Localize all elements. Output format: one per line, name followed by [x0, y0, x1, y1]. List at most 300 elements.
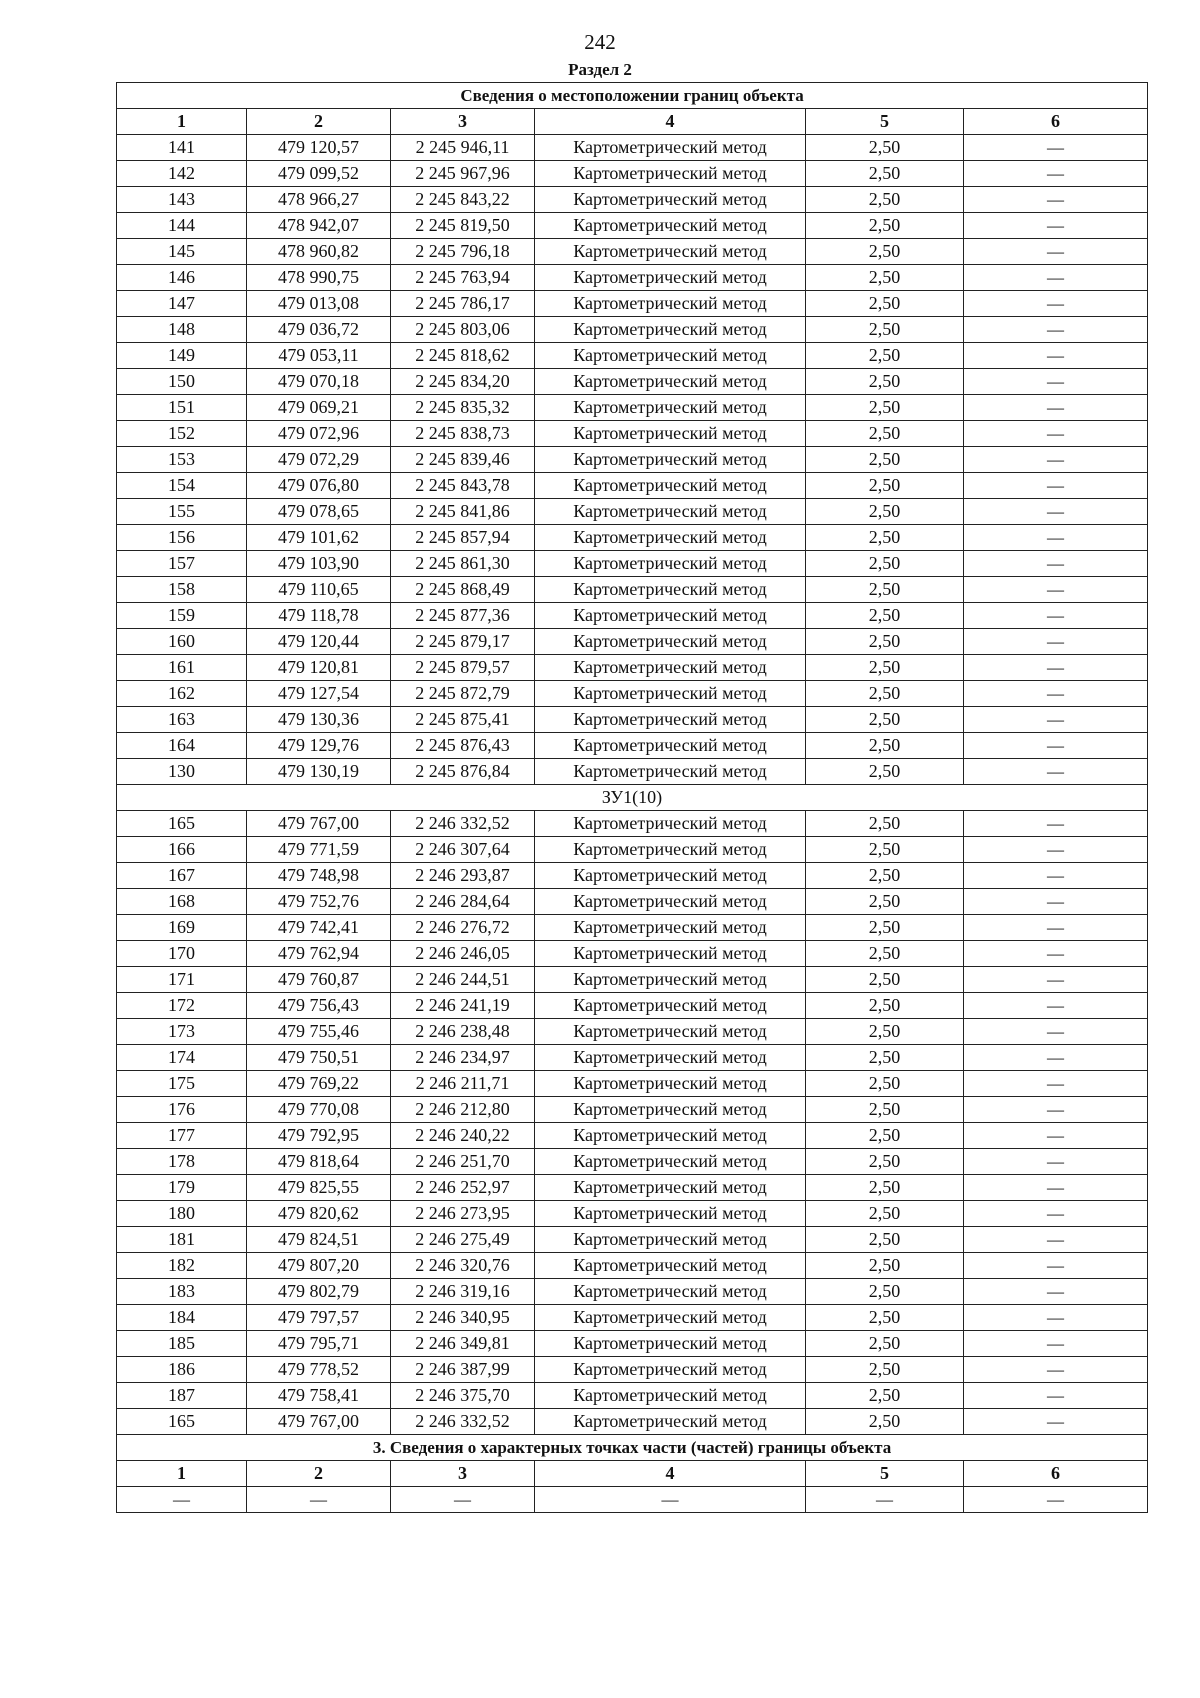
accuracy-cell: — — [806, 1487, 964, 1513]
accuracy-cell: 2,50 — [806, 681, 964, 707]
column-number: 2 — [247, 109, 391, 135]
point-number-cell: 147 — [117, 291, 247, 317]
table-row — [117, 135, 1148, 161]
accuracy-cell: 2,50 — [806, 265, 964, 291]
table-row — [117, 577, 1148, 603]
table-row — [117, 447, 1148, 473]
accuracy-cell: 2,50 — [806, 707, 964, 733]
description-cell: — — [964, 655, 1148, 681]
method-cell: Картометрический метод — [535, 941, 806, 967]
table-row — [117, 1045, 1148, 1071]
accuracy-cell: 2,50 — [806, 1357, 964, 1383]
x-coordinate-cell: 479 742,41 — [247, 915, 391, 941]
description-cell: — — [964, 603, 1148, 629]
accuracy-cell: 2,50 — [806, 473, 964, 499]
description-cell: — — [964, 1383, 1148, 1409]
description-cell: — — [964, 421, 1148, 447]
x-coordinate-cell: 478 960,82 — [247, 239, 391, 265]
x-coordinate-cell: 479 767,00 — [247, 1409, 391, 1435]
method-cell: Картометрический метод — [535, 1123, 806, 1149]
x-coordinate-cell: 479 771,59 — [247, 837, 391, 863]
method-cell: Картометрический метод — [535, 889, 806, 915]
y-coordinate-cell: 2 246 212,80 — [391, 1097, 535, 1123]
description-cell: — — [964, 395, 1148, 421]
description-cell: — — [964, 1253, 1148, 1279]
description-cell: — — [964, 863, 1148, 889]
description-cell: — — [964, 1019, 1148, 1045]
accuracy-cell: 2,50 — [806, 1279, 964, 1305]
point-number-cell: 152 — [117, 421, 247, 447]
point-number-cell: 156 — [117, 525, 247, 551]
y-coordinate-cell: 2 245 876,84 — [391, 759, 535, 785]
y-coordinate-cell: 2 245 843,78 — [391, 473, 535, 499]
section-label: Раздел 2 — [568, 60, 632, 79]
x-coordinate-cell: 479 752,76 — [247, 889, 391, 915]
x-coordinate-cell: 479 129,76 — [247, 733, 391, 759]
table-row — [117, 161, 1148, 187]
method-cell: Картометрический метод — [535, 1201, 806, 1227]
x-coordinate-cell: 479 820,62 — [247, 1201, 391, 1227]
table-row — [117, 317, 1148, 343]
description-cell: — — [964, 525, 1148, 551]
x-coordinate-cell: 478 990,75 — [247, 265, 391, 291]
table-row — [117, 343, 1148, 369]
x-coordinate-cell: 479 120,81 — [247, 655, 391, 681]
table-row — [117, 239, 1148, 265]
column-number: 4 — [535, 109, 806, 135]
accuracy-cell: 2,50 — [806, 213, 964, 239]
x-coordinate-cell: 479 118,78 — [247, 603, 391, 629]
point-number-cell: 143 — [117, 187, 247, 213]
point-number-cell: 148 — [117, 317, 247, 343]
description-cell: — — [964, 1175, 1148, 1201]
accuracy-cell: 2,50 — [806, 1201, 964, 1227]
y-coordinate-cell: 2 245 877,36 — [391, 603, 535, 629]
x-coordinate-cell: 479 120,57 — [247, 135, 391, 161]
x-coordinate-cell: 479 807,20 — [247, 1253, 391, 1279]
point-number-cell: 130 — [117, 759, 247, 785]
point-number-cell: 146 — [117, 265, 247, 291]
x-coordinate-cell: — — [247, 1487, 391, 1513]
table-row — [117, 915, 1148, 941]
point-number-cell: 145 — [117, 239, 247, 265]
table-row — [117, 1331, 1148, 1357]
method-cell: Картометрический метод — [535, 1019, 806, 1045]
table-row — [117, 1123, 1148, 1149]
accuracy-cell: 2,50 — [806, 1071, 964, 1097]
y-coordinate-cell: 2 246 251,70 — [391, 1149, 535, 1175]
accuracy-cell: 2,50 — [806, 967, 964, 993]
accuracy-cell: 2,50 — [806, 369, 964, 395]
method-cell: Картометрический метод — [535, 1097, 806, 1123]
y-coordinate-cell: 2 246 293,87 — [391, 863, 535, 889]
point-number-cell: 181 — [117, 1227, 247, 1253]
accuracy-cell: 2,50 — [806, 1331, 964, 1357]
point-number-cell: 176 — [117, 1097, 247, 1123]
y-coordinate-cell: 2 246 246,05 — [391, 941, 535, 967]
accuracy-cell: 2,50 — [806, 603, 964, 629]
section3-heading: 3. Сведения о характерных точках части (частей) границы объекта — [117, 1435, 1148, 1461]
point-number-cell: 183 — [117, 1279, 247, 1305]
point-number-cell: 168 — [117, 889, 247, 915]
table-row — [117, 213, 1148, 239]
y-coordinate-cell: 2 246 273,95 — [391, 1201, 535, 1227]
point-number-cell: 162 — [117, 681, 247, 707]
method-cell: Картометрический метод — [535, 395, 806, 421]
point-number-cell: 151 — [117, 395, 247, 421]
y-coordinate-cell: — — [391, 1487, 535, 1513]
point-number-cell: 157 — [117, 551, 247, 577]
y-coordinate-cell: 2 245 841,86 — [391, 499, 535, 525]
x-coordinate-cell: 479 758,41 — [247, 1383, 391, 1409]
description-cell: — — [964, 1409, 1148, 1435]
column-number: 5 — [806, 109, 964, 135]
y-coordinate-cell: 2 246 252,97 — [391, 1175, 535, 1201]
y-coordinate-cell: 2 245 879,57 — [391, 655, 535, 681]
column-number: 3 — [391, 109, 535, 135]
table-row — [117, 291, 1148, 317]
method-cell: Картометрический метод — [535, 1045, 806, 1071]
accuracy-cell: 2,50 — [806, 629, 964, 655]
description-cell: — — [964, 1123, 1148, 1149]
method-cell: Картометрический метод — [535, 213, 806, 239]
description-cell: — — [964, 733, 1148, 759]
table-row — [117, 187, 1148, 213]
table-row — [117, 1149, 1148, 1175]
method-cell: Картометрический метод — [535, 317, 806, 343]
method-cell: Картометрический метод — [535, 343, 806, 369]
group-label-row — [117, 785, 1148, 811]
method-cell: Картометрический метод — [535, 473, 806, 499]
accuracy-cell: 2,50 — [806, 395, 964, 421]
x-coordinate-cell: 479 013,08 — [247, 291, 391, 317]
y-coordinate-cell: 2 245 763,94 — [391, 265, 535, 291]
accuracy-cell: 2,50 — [806, 1227, 964, 1253]
accuracy-cell: 2,50 — [806, 343, 964, 369]
x-coordinate-cell: 479 072,96 — [247, 421, 391, 447]
method-cell: Картометрический метод — [535, 187, 806, 213]
point-number-cell: 158 — [117, 577, 247, 603]
y-coordinate-cell: 2 246 349,81 — [391, 1331, 535, 1357]
method-cell: Картометрический метод — [535, 1409, 806, 1435]
description-cell: — — [964, 1279, 1148, 1305]
y-coordinate-cell: 2 245 818,62 — [391, 343, 535, 369]
table-row — [117, 499, 1148, 525]
x-coordinate-cell: 478 966,27 — [247, 187, 391, 213]
method-cell: Картометрический метод — [535, 863, 806, 889]
x-coordinate-cell: 479 795,71 — [247, 1331, 391, 1357]
description-cell: — — [964, 759, 1148, 785]
method-cell: — — [535, 1487, 806, 1513]
x-coordinate-cell: 479 778,52 — [247, 1357, 391, 1383]
description-cell: — — [964, 317, 1148, 343]
description-cell: — — [964, 1097, 1148, 1123]
point-number-cell: 178 — [117, 1149, 247, 1175]
accuracy-cell: 2,50 — [806, 993, 964, 1019]
y-coordinate-cell: 2 246 320,76 — [391, 1253, 535, 1279]
method-cell: Картометрический метод — [535, 655, 806, 681]
table-row — [117, 889, 1148, 915]
table-row — [117, 863, 1148, 889]
x-coordinate-cell: 479 756,43 — [247, 993, 391, 1019]
accuracy-cell: 2,50 — [806, 1149, 964, 1175]
point-number-cell: 153 — [117, 447, 247, 473]
table-row — [117, 1305, 1148, 1331]
y-coordinate-cell: 2 245 876,43 — [391, 733, 535, 759]
method-cell: Картометрический метод — [535, 1149, 806, 1175]
accuracy-cell: 2,50 — [806, 655, 964, 681]
x-coordinate-cell: 479 120,44 — [247, 629, 391, 655]
accuracy-cell: 2,50 — [806, 1123, 964, 1149]
x-coordinate-cell: 479 036,72 — [247, 317, 391, 343]
column-number: 3 — [391, 1461, 535, 1487]
x-coordinate-cell: 479 825,55 — [247, 1175, 391, 1201]
accuracy-cell: 2,50 — [806, 421, 964, 447]
point-number-cell: 164 — [117, 733, 247, 759]
table-row — [117, 1357, 1148, 1383]
x-coordinate-cell: 479 101,62 — [247, 525, 391, 551]
method-cell: Картометрический метод — [535, 759, 806, 785]
y-coordinate-cell: 2 246 332,52 — [391, 1409, 535, 1435]
description-cell: — — [964, 889, 1148, 915]
method-cell: Картометрический метод — [535, 1279, 806, 1305]
table-row — [117, 837, 1148, 863]
description-cell: — — [964, 811, 1148, 837]
y-coordinate-cell: 2 246 307,64 — [391, 837, 535, 863]
y-coordinate-cell: 2 245 879,17 — [391, 629, 535, 655]
description-cell: — — [964, 1357, 1148, 1383]
x-coordinate-cell: 479 110,65 — [247, 577, 391, 603]
x-coordinate-cell: 479 748,98 — [247, 863, 391, 889]
x-coordinate-cell: 479 797,57 — [247, 1305, 391, 1331]
accuracy-cell: 2,50 — [806, 889, 964, 915]
method-cell: Картометрический метод — [535, 681, 806, 707]
accuracy-cell: 2,50 — [806, 317, 964, 343]
accuracy-cell: 2,50 — [806, 161, 964, 187]
accuracy-cell: 2,50 — [806, 577, 964, 603]
point-number-cell: 187 — [117, 1383, 247, 1409]
point-number-cell: 167 — [117, 863, 247, 889]
method-cell: Картометрический метод — [535, 161, 806, 187]
point-number-cell: 169 — [117, 915, 247, 941]
method-cell: Картометрический метод — [535, 369, 806, 395]
column-number: 6 — [964, 109, 1148, 135]
x-coordinate-cell: 479 069,21 — [247, 395, 391, 421]
method-cell: Картометрический метод — [535, 915, 806, 941]
method-cell: Картометрический метод — [535, 1357, 806, 1383]
x-coordinate-cell: 479 818,64 — [247, 1149, 391, 1175]
method-cell: Картометрический метод — [535, 1331, 806, 1357]
table-row — [117, 1487, 1148, 1513]
x-coordinate-cell: 479 750,51 — [247, 1045, 391, 1071]
table-row — [117, 1201, 1148, 1227]
method-cell: Картометрический метод — [535, 707, 806, 733]
y-coordinate-cell: 2 246 387,99 — [391, 1357, 535, 1383]
point-number-cell: 171 — [117, 967, 247, 993]
point-number-cell: 166 — [117, 837, 247, 863]
table-row — [117, 421, 1148, 447]
description-cell: — — [964, 265, 1148, 291]
method-cell: Картометрический метод — [535, 499, 806, 525]
table-row — [117, 733, 1148, 759]
section3-column-number-row — [117, 1461, 1148, 1487]
accuracy-cell: 2,50 — [806, 291, 964, 317]
table-row — [117, 1409, 1148, 1435]
method-cell: Картометрический метод — [535, 967, 806, 993]
y-coordinate-cell: 2 245 819,50 — [391, 213, 535, 239]
description-cell: — — [964, 1305, 1148, 1331]
table-row — [117, 473, 1148, 499]
table-row — [117, 265, 1148, 291]
method-cell: Картометрический метод — [535, 1253, 806, 1279]
y-coordinate-cell: 2 246 244,51 — [391, 967, 535, 993]
table-row — [117, 1175, 1148, 1201]
y-coordinate-cell: 2 245 843,22 — [391, 187, 535, 213]
method-cell: Картометрический метод — [535, 577, 806, 603]
method-cell: Картометрический метод — [535, 1071, 806, 1097]
y-coordinate-cell: 2 245 803,06 — [391, 317, 535, 343]
accuracy-cell: 2,50 — [806, 1019, 964, 1045]
x-coordinate-cell: 479 130,19 — [247, 759, 391, 785]
x-coordinate-cell: 479 053,11 — [247, 343, 391, 369]
y-coordinate-cell: 2 246 275,49 — [391, 1227, 535, 1253]
point-number-cell: — — [117, 1487, 247, 1513]
table-heading: Сведения о местоположении границ объекта — [117, 83, 1148, 109]
description-cell: — — [964, 681, 1148, 707]
method-cell: Картометрический метод — [535, 239, 806, 265]
y-coordinate-cell: 2 245 796,18 — [391, 239, 535, 265]
column-number: 5 — [806, 1461, 964, 1487]
y-coordinate-cell: 2 245 946,11 — [391, 135, 535, 161]
description-cell: — — [964, 915, 1148, 941]
description-cell: — — [964, 577, 1148, 603]
y-coordinate-cell: 2 245 834,20 — [391, 369, 535, 395]
accuracy-cell: 2,50 — [806, 759, 964, 785]
x-coordinate-cell: 479 072,29 — [247, 447, 391, 473]
point-number-cell: 172 — [117, 993, 247, 1019]
point-number-cell: 165 — [117, 1409, 247, 1435]
x-coordinate-cell: 479 076,80 — [247, 473, 391, 499]
accuracy-cell: 2,50 — [806, 941, 964, 967]
y-coordinate-cell: 2 246 241,19 — [391, 993, 535, 1019]
point-number-cell: 173 — [117, 1019, 247, 1045]
column-number: 1 — [117, 1461, 247, 1487]
method-cell: Картометрический метод — [535, 265, 806, 291]
x-coordinate-cell: 479 792,95 — [247, 1123, 391, 1149]
y-coordinate-cell: 2 246 276,72 — [391, 915, 535, 941]
accuracy-cell: 2,50 — [806, 1409, 964, 1435]
accuracy-cell: 2,50 — [806, 1383, 964, 1409]
accuracy-cell: 2,50 — [806, 733, 964, 759]
table-row — [117, 603, 1148, 629]
table-row — [117, 707, 1148, 733]
description-cell: — — [964, 1201, 1148, 1227]
description-cell: — — [964, 343, 1148, 369]
y-coordinate-cell: 2 245 967,96 — [391, 161, 535, 187]
description-cell: — — [964, 993, 1148, 1019]
column-number: 1 — [117, 109, 247, 135]
y-coordinate-cell: 2 245 839,46 — [391, 447, 535, 473]
description-cell: — — [964, 473, 1148, 499]
accuracy-cell: 2,50 — [806, 1253, 964, 1279]
point-number-cell: 155 — [117, 499, 247, 525]
table-row — [117, 1383, 1148, 1409]
method-cell: Картометрический метод — [535, 603, 806, 629]
table-row — [117, 1253, 1148, 1279]
point-number-cell: 186 — [117, 1357, 247, 1383]
x-coordinate-cell: 479 127,54 — [247, 681, 391, 707]
method-cell: Картометрический метод — [535, 837, 806, 863]
description-cell: — — [964, 213, 1148, 239]
x-coordinate-cell: 479 767,00 — [247, 811, 391, 837]
method-cell: Картометрический метод — [535, 291, 806, 317]
description-cell: — — [964, 1331, 1148, 1357]
point-number-cell: 149 — [117, 343, 247, 369]
method-cell: Картометрический метод — [535, 629, 806, 655]
y-coordinate-cell: 2 246 332,52 — [391, 811, 535, 837]
point-number-cell: 161 — [117, 655, 247, 681]
description-cell: — — [964, 1487, 1148, 1513]
description-cell: — — [964, 187, 1148, 213]
table-row — [117, 993, 1148, 1019]
accuracy-cell: 2,50 — [806, 863, 964, 889]
y-coordinate-cell: 2 246 319,16 — [391, 1279, 535, 1305]
y-coordinate-cell: 2 246 211,71 — [391, 1071, 535, 1097]
x-coordinate-cell: 479 760,87 — [247, 967, 391, 993]
y-coordinate-cell: 2 245 786,17 — [391, 291, 535, 317]
point-number-cell: 175 — [117, 1071, 247, 1097]
accuracy-cell: 2,50 — [806, 915, 964, 941]
table-row — [117, 525, 1148, 551]
y-coordinate-cell: 2 245 875,41 — [391, 707, 535, 733]
x-coordinate-cell: 479 755,46 — [247, 1019, 391, 1045]
description-cell: — — [964, 707, 1148, 733]
point-number-cell: 142 — [117, 161, 247, 187]
description-cell: — — [964, 499, 1148, 525]
point-number-cell: 163 — [117, 707, 247, 733]
accuracy-cell: 2,50 — [806, 1097, 964, 1123]
coordinates-table — [116, 82, 1148, 1513]
description-cell: — — [964, 629, 1148, 655]
table-row — [117, 759, 1148, 785]
table-row — [117, 941, 1148, 967]
description-cell: — — [964, 1149, 1148, 1175]
table-row — [117, 655, 1148, 681]
point-number-cell: 165 — [117, 811, 247, 837]
point-number-cell: 184 — [117, 1305, 247, 1331]
description-cell: — — [964, 967, 1148, 993]
section3-heading-row — [117, 1435, 1148, 1461]
table-row — [117, 395, 1148, 421]
table-row — [117, 1279, 1148, 1305]
accuracy-cell: 2,50 — [806, 551, 964, 577]
x-coordinate-cell: 478 942,07 — [247, 213, 391, 239]
table-row — [117, 551, 1148, 577]
table-row — [117, 1071, 1148, 1097]
y-coordinate-cell: 2 246 284,64 — [391, 889, 535, 915]
accuracy-cell: 2,50 — [806, 1045, 964, 1071]
y-coordinate-cell: 2 246 238,48 — [391, 1019, 535, 1045]
table-row — [117, 1097, 1148, 1123]
y-coordinate-cell: 2 245 872,79 — [391, 681, 535, 707]
x-coordinate-cell: 479 762,94 — [247, 941, 391, 967]
method-cell: Картометрический метод — [535, 447, 806, 473]
y-coordinate-cell: 2 245 857,94 — [391, 525, 535, 551]
description-cell: — — [964, 1071, 1148, 1097]
point-number-cell: 182 — [117, 1253, 247, 1279]
description-cell: — — [964, 1045, 1148, 1071]
accuracy-cell: 2,50 — [806, 1175, 964, 1201]
